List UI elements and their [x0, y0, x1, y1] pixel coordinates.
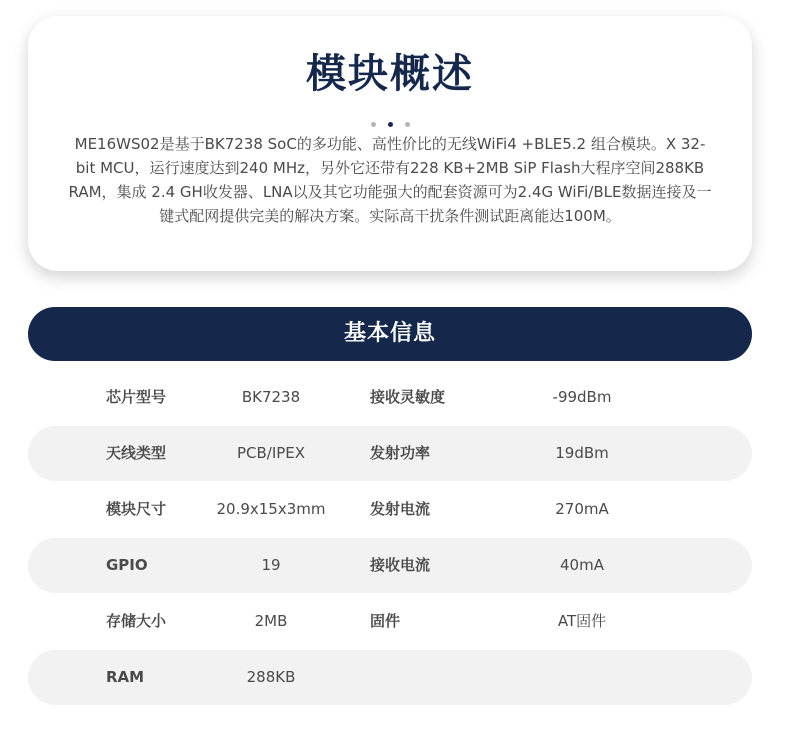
spec-value: -99dBm	[552, 388, 612, 406]
spec-label: RAM	[106, 668, 145, 686]
table-row	[28, 426, 752, 481]
spec-value: 19	[261, 556, 281, 574]
spec-value: PCB/IPEX	[236, 444, 306, 462]
carousel-dots	[28, 114, 752, 124]
spec-label: 发射功率	[370, 444, 431, 462]
spec-value: AT固件	[557, 612, 607, 630]
basic-info-table	[28, 370, 752, 706]
table-row	[28, 594, 752, 649]
overview-card	[28, 16, 752, 271]
table-row	[28, 482, 752, 537]
spec-value: BK7238	[241, 388, 301, 406]
spec-label: 发射电流	[370, 500, 431, 518]
spec-value: 20.9x15x3mm	[216, 500, 326, 518]
overview-title: 模块概述	[306, 51, 474, 97]
spec-value: 40mA	[560, 556, 604, 574]
table-row	[28, 370, 752, 425]
spec-value: 270mA	[555, 500, 609, 518]
table-row	[28, 538, 752, 593]
spec-label: 芯片型号	[106, 388, 167, 406]
spec-label: 天线类型	[106, 444, 167, 462]
basic-info-header: 基本信息	[28, 307, 752, 361]
carousel-dot-1[interactable]	[371, 122, 376, 127]
table-row	[28, 650, 752, 705]
spec-label: 固件	[370, 612, 401, 630]
spec-label: 接收灵敏度	[370, 388, 446, 406]
spec-value: 19dBm	[555, 444, 609, 462]
spec-value: 2MB	[254, 612, 288, 630]
overview-description: ME16WS02是基于BK7238 SoC的多功能、高性价比的无线WiFi4 +BLE5.2 组合模块。X 32-bit MCU，运行速度达到240 MHz，另外它还带有228 KB+2MB SiP Flash大程序空间288KB RAM，集成 2.4 GH收发器、LNA以及其它功能强大的配套资源可为2.4G WiFi/BLE数据连接及一键式配网提供完美的解决方案。实际高干扰条件测试距离能达100M。	[68, 135, 712, 225]
spec-label: 接收电流	[370, 556, 431, 574]
carousel-dot-2[interactable]	[388, 122, 393, 127]
spec-label: GPIO	[106, 556, 148, 574]
carousel-dot-3[interactable]	[405, 122, 410, 127]
spec-value: 288KB	[246, 668, 296, 686]
spec-label: 模块尺寸	[106, 500, 167, 518]
spec-label: 存储大小	[106, 612, 167, 630]
